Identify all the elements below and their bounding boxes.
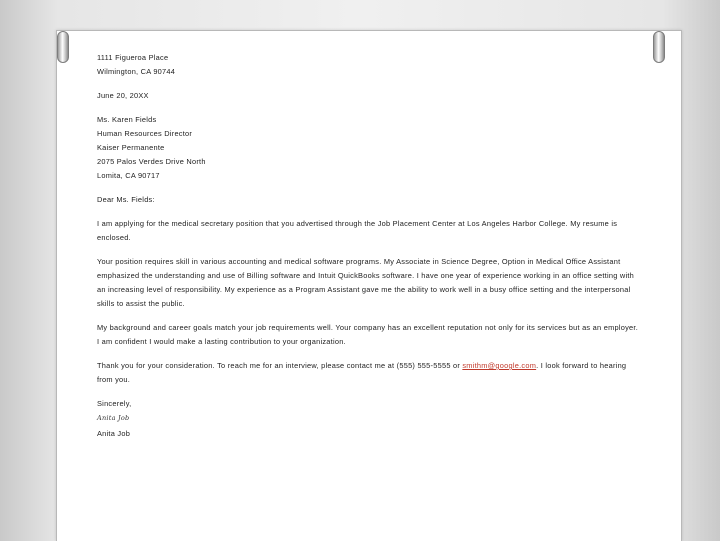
- recipient-city-state-zip: Lomita, CA 90717: [97, 171, 160, 180]
- recipient-company: Kaiser Permanente: [97, 143, 165, 152]
- right-binder-ring-icon: [653, 31, 665, 63]
- contact-text-before: Thank you for your consideration. To reach me for an interview, please contact me at (555) 555-5555 or: [97, 361, 463, 370]
- recipient-street: 2075 Palos Verdes Drive North: [97, 157, 206, 166]
- paragraph-contact: [97, 359, 642, 387]
- handwritten-signature: Anita Job: [97, 414, 130, 422]
- sender-street: 1111 Figueroa Place: [97, 53, 169, 62]
- salutation: Dear Ms. Fields:: [97, 195, 155, 204]
- sender-city-state-zip: Wilmington, CA 90744: [97, 67, 176, 76]
- cover-letter: [97, 51, 642, 441]
- contact-text-after: . I look forward to hearing from you.: [97, 361, 627, 384]
- paragraph-fit: My background and career goals match your job requirements well. Your company has an excellent reputation not only for its services but as an employer. I am confident I would make a lasting contribution to your organization.: [97, 323, 638, 346]
- recipient-title: Human Resources Director: [97, 129, 193, 138]
- signer-name: Anita Job: [97, 429, 131, 438]
- left-binder-ring-icon: [57, 31, 69, 63]
- paragraph-qualifications: Your position requires skill in various accounting and medical software programs. My Associate in Science Degree, Option in Medical Office Assistant emphasized the understanding and use of Billing software and Intuit QuickBooks software. I have one year of experience working in an office setting with an increasing level of responsibility. My experience as a Program Assistant gave me the ability to work well in a busy office setting and the interpersonal skills to assist the public.: [97, 257, 635, 308]
- paragraph-intro: I am applying for the medical secretary position that you advertised through the Job Placement Center at Los Angeles Harbor College. My resume is enclosed.: [97, 219, 618, 242]
- recipient-name: Ms. Karen Fields: [97, 115, 157, 124]
- letter-date: June 20, 20XX: [97, 91, 149, 100]
- closing: Sincerely,: [97, 399, 132, 408]
- email-link[interactable]: smithm@google.com: [462, 361, 537, 370]
